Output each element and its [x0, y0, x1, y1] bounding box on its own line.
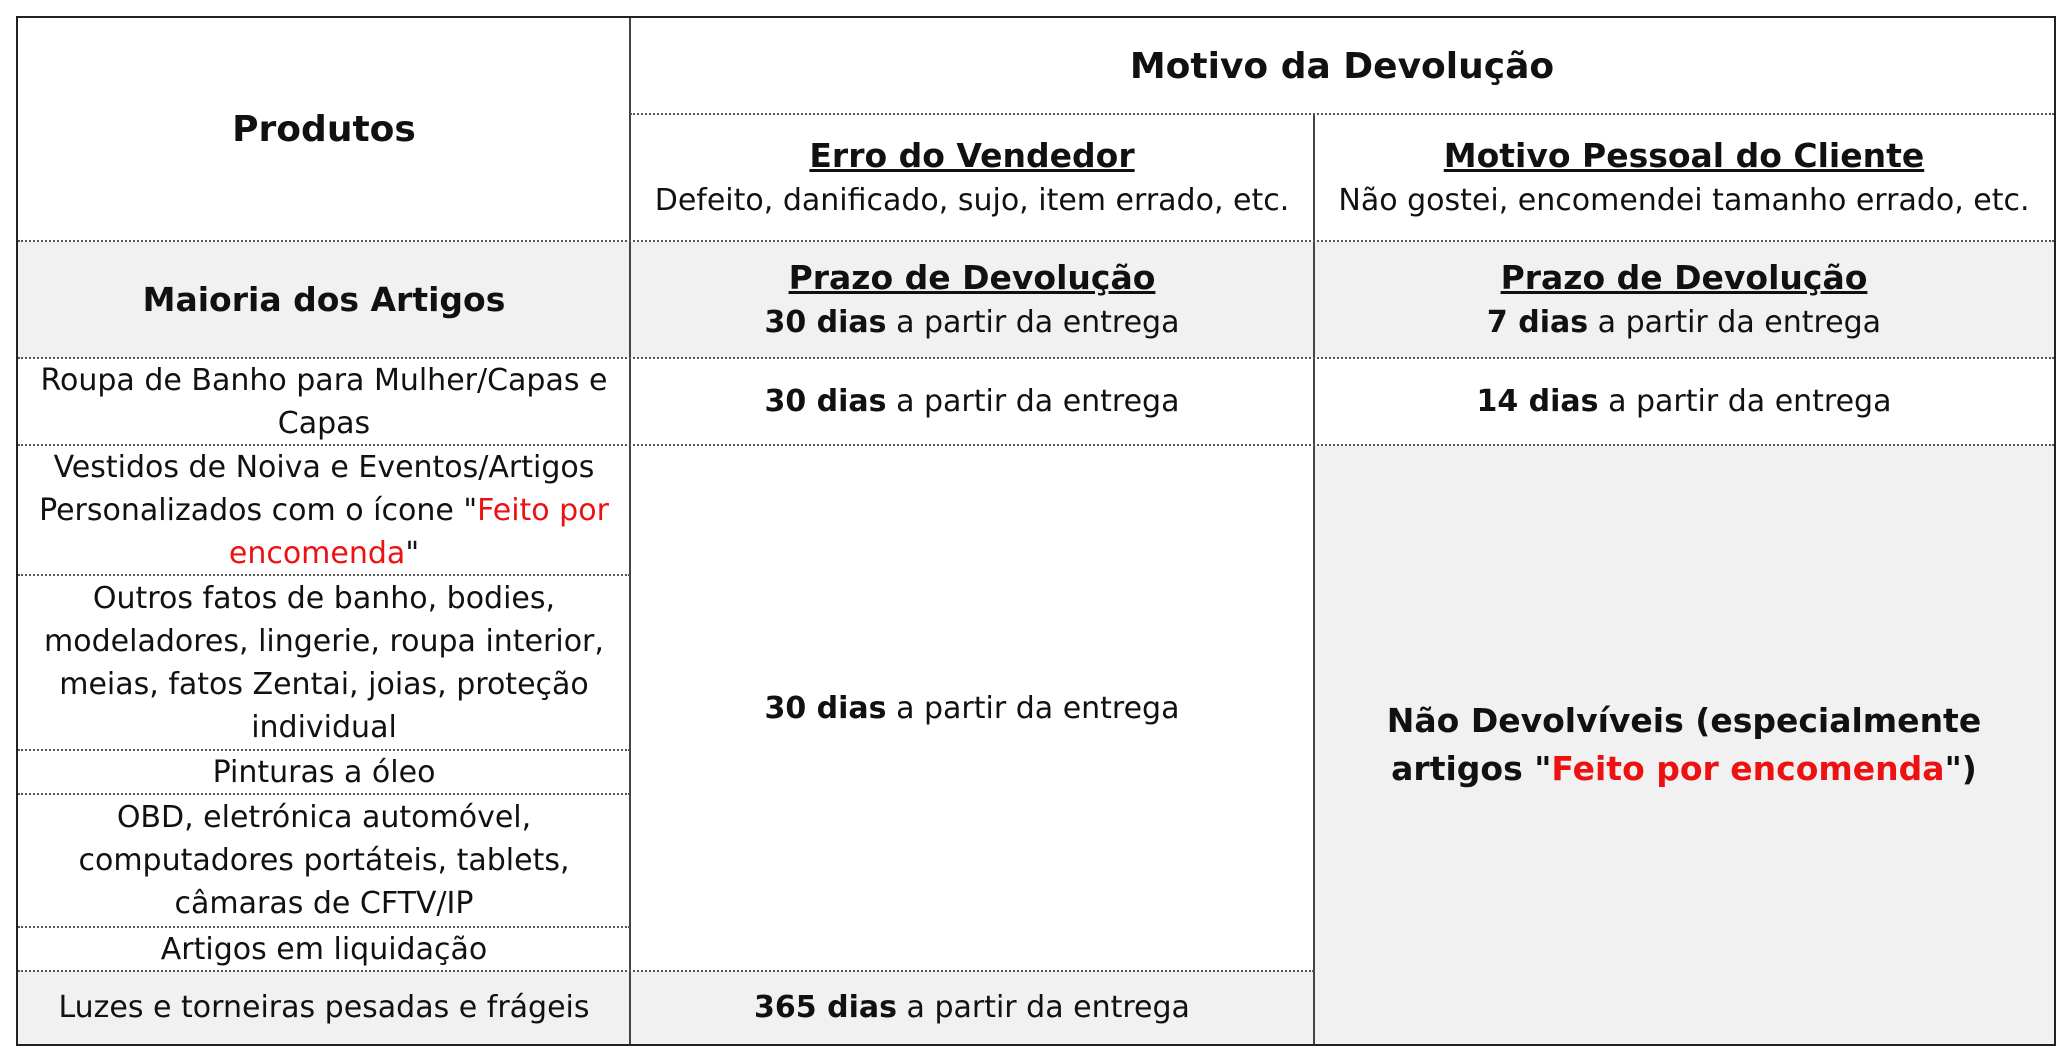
product-label: Roupa de Banho para Mulher/Capas e Capas — [40, 362, 608, 441]
product-label: Pinturas a óleo — [212, 754, 436, 790]
swimwear-customer-days: 14 dias — [1476, 384, 1599, 419]
product-label: OBD, eletrónica automóvel, computadores portáteis, tablets, câmaras de CFTV/IP — [78, 800, 570, 921]
swimwear-customer-text — [1476, 380, 1891, 423]
return-reason-header — [630, 18, 2054, 114]
non-returnable-pre: Não Devolvíveis (especialmente artigos " — [1386, 700, 1982, 788]
products-header-label: Produtos — [232, 109, 416, 150]
lights-seller-cell — [630, 971, 1314, 1044]
product-label: Artigos em liquidação — [160, 931, 488, 967]
row-divider — [18, 574, 630, 576]
product-cell-paintings — [18, 750, 630, 794]
product-cell-intimates — [18, 575, 630, 750]
made-to-order-tag: Feito por encomenda — [1551, 748, 1945, 788]
seller-error-title: Erro do Vendedor — [809, 136, 1135, 175]
group-seller-days: 30 dias — [764, 690, 887, 726]
customer-deadline-title: Prazo de Devolução — [1500, 258, 1868, 297]
customer-reason-header — [1314, 114, 2054, 241]
swimwear-seller-cell — [630, 358, 1314, 445]
column-divider — [1313, 114, 1315, 1044]
seller-deadline-title: Prazo de Devolução — [788, 258, 1156, 297]
lights-seller-text — [754, 986, 1190, 1029]
maioria-customer-cell — [1314, 241, 2054, 358]
customer-reason-desc: Não gostei, encomendei tamanho errado, etc. — [1338, 183, 2030, 218]
product-cell-clearance — [18, 927, 630, 971]
row-divider — [18, 357, 2054, 359]
product-cell-electronics — [18, 794, 630, 927]
custom-text-pre: Vestidos de Noiva e Eventos/Artigos Personalizados com o ícone " — [39, 449, 595, 528]
seller-error-desc: Defeito, danificado, sujo, item errado, etc. — [654, 183, 1290, 218]
column-divider — [629, 18, 631, 1044]
non-returnable-text — [1344, 697, 2024, 793]
row-divider — [18, 444, 2054, 446]
deadline-suffix: a partir da entrega — [1588, 305, 1882, 340]
customer-deadline-text — [1487, 301, 1881, 344]
non-returnable-cell — [1314, 445, 2054, 1044]
return-reason-label: Motivo da Devolução — [1129, 45, 1555, 87]
product-cell-custom — [18, 445, 630, 575]
product-label: Outros fatos de banho, bodies, modeladores, lingerie, roupa interior, meias, fatos Zentai, joias, proteção individual — [44, 580, 604, 745]
product-label: Luzes e torneiras pesadas e frágeis — [58, 990, 590, 1025]
row-divider — [18, 240, 2054, 242]
product-label — [28, 446, 620, 575]
product-cell-lights — [18, 971, 630, 1044]
maioria-label-cell — [18, 241, 630, 358]
maioria-label: Maioria dos Artigos — [142, 279, 506, 319]
customer-reason-title: Motivo Pessoal do Cliente — [1443, 136, 1925, 175]
deadline-suffix: a partir da entrega — [886, 305, 1180, 340]
row-divider — [18, 926, 630, 928]
row-divider — [18, 970, 1314, 972]
made-to-order-tag: Feito por encomenda — [228, 492, 609, 571]
seller-deadline-days: 30 dias — [764, 305, 887, 340]
swimwear-seller-days: 30 dias — [764, 384, 887, 419]
swimwear-seller-text — [764, 380, 1179, 423]
group-seller-text — [764, 687, 1179, 730]
product-cell-swimwear — [18, 358, 630, 445]
swimwear-customer-cell — [1314, 358, 2054, 445]
row-divider — [630, 113, 2054, 115]
lights-seller-days: 365 dias — [754, 990, 897, 1025]
row-divider — [18, 793, 630, 795]
group-seller-cell — [630, 445, 1314, 971]
custom-text-post: " — [405, 535, 420, 571]
deadline-suffix: a partir da entrega — [1598, 384, 1892, 419]
deadline-suffix: a partir da entrega — [886, 384, 1180, 419]
customer-deadline-days: 7 dias — [1486, 305, 1589, 340]
seller-deadline-text — [764, 301, 1179, 344]
products-header — [18, 18, 630, 241]
non-returnable-post: ") — [1944, 748, 1977, 788]
seller-error-header — [630, 114, 1314, 241]
maioria-seller-cell — [630, 241, 1314, 358]
deadline-suffix: a partir da entrega — [886, 690, 1180, 726]
deadline-suffix: a partir da entrega — [896, 990, 1190, 1025]
row-divider — [18, 749, 630, 751]
return-policy-table — [16, 16, 2056, 1046]
